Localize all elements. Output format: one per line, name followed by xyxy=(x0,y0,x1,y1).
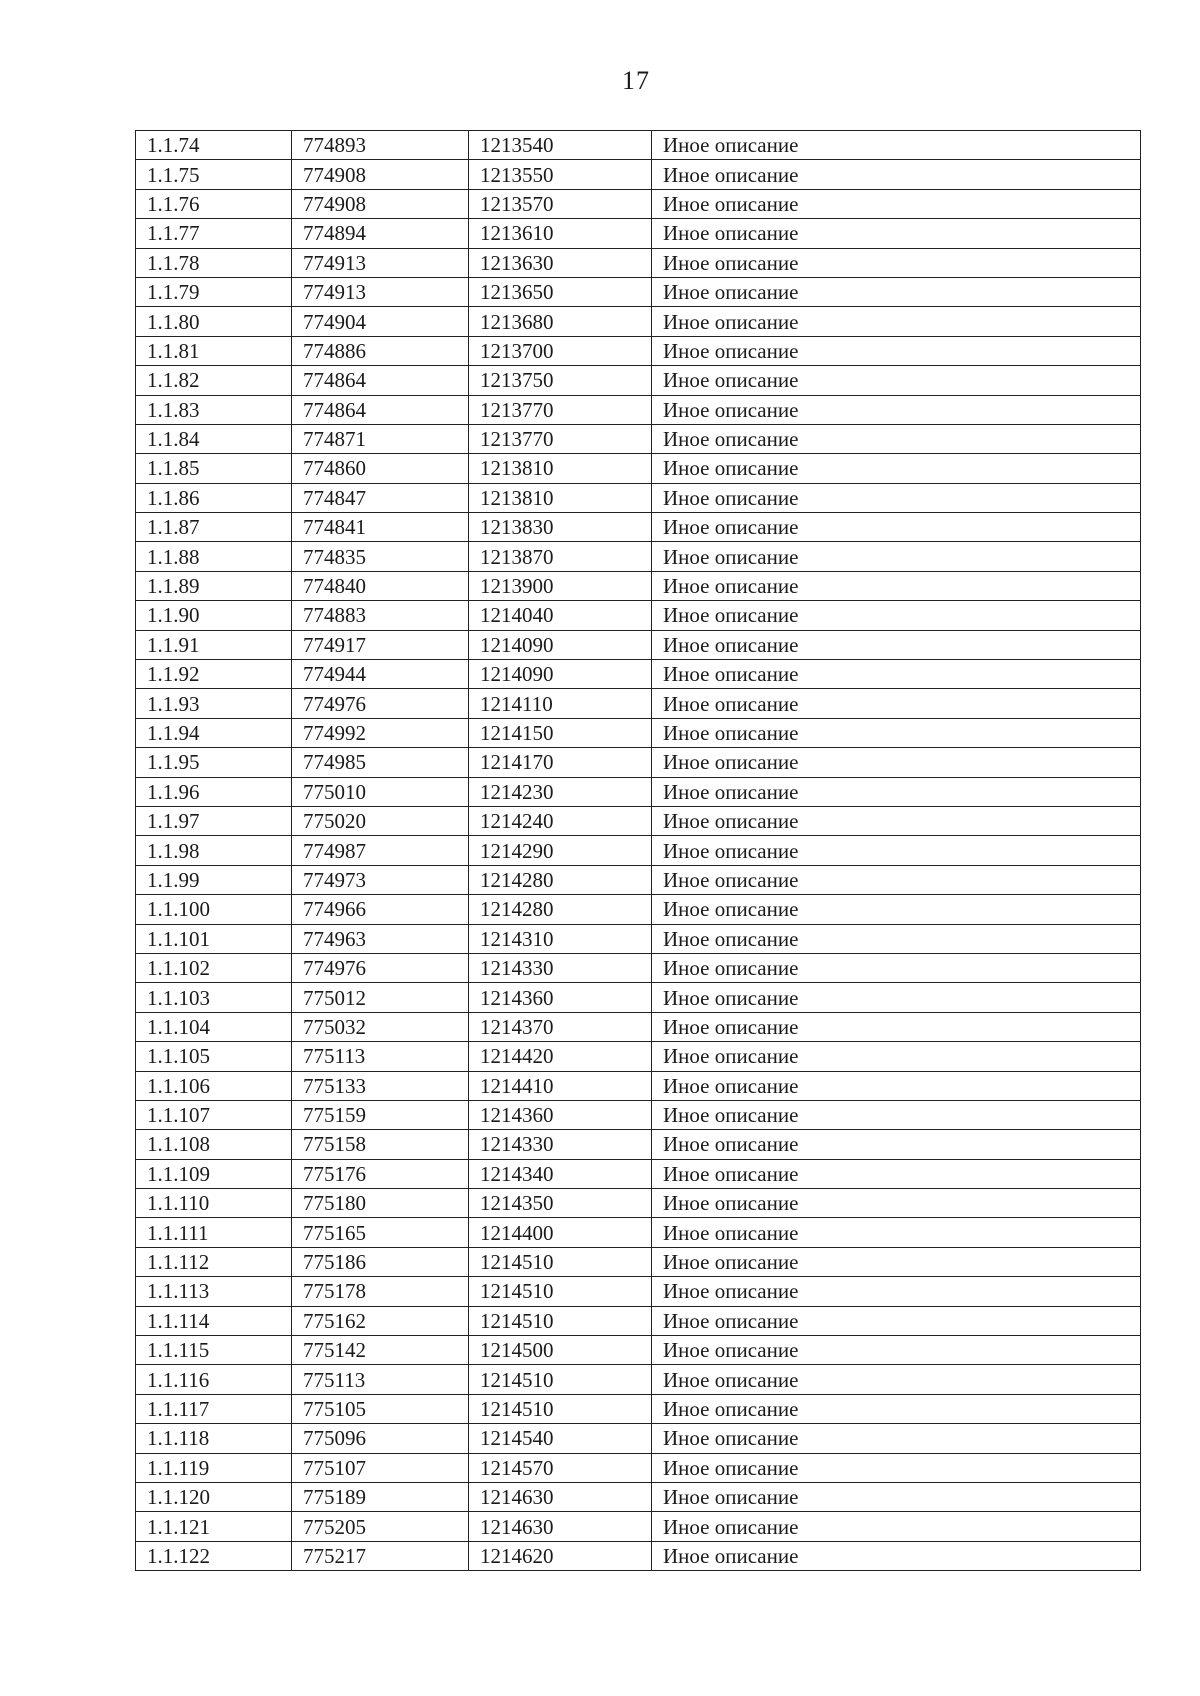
y-coordinate-cell: 1214570 xyxy=(469,1453,652,1482)
point-number-cell: 1.1.96 xyxy=(136,777,292,806)
coordinates-table xyxy=(135,130,1141,1571)
point-number-cell: 1.1.87 xyxy=(136,513,292,542)
description-cell: Иное описание xyxy=(652,307,1141,336)
table-row xyxy=(136,1277,1141,1306)
x-coordinate-cell: 774963 xyxy=(292,924,469,953)
x-coordinate-cell: 774973 xyxy=(292,865,469,894)
table-row xyxy=(136,718,1141,747)
y-coordinate-cell: 1213810 xyxy=(469,454,652,483)
y-coordinate-cell: 1214500 xyxy=(469,1336,652,1365)
description-cell: Иное описание xyxy=(652,748,1141,777)
point-number-cell: 1.1.121 xyxy=(136,1512,292,1541)
description-cell: Иное описание xyxy=(652,983,1141,1012)
x-coordinate-cell: 775189 xyxy=(292,1482,469,1511)
y-coordinate-cell: 1214510 xyxy=(469,1365,652,1394)
description-cell: Иное описание xyxy=(652,1071,1141,1100)
table-row xyxy=(136,189,1141,218)
y-coordinate-cell: 1214510 xyxy=(469,1277,652,1306)
x-coordinate-cell: 774913 xyxy=(292,277,469,306)
point-number-cell: 1.1.102 xyxy=(136,953,292,982)
y-coordinate-cell: 1214510 xyxy=(469,1247,652,1276)
description-cell: Иное описание xyxy=(652,1306,1141,1335)
y-coordinate-cell: 1213700 xyxy=(469,336,652,365)
point-number-cell: 1.1.97 xyxy=(136,806,292,835)
y-coordinate-cell: 1214170 xyxy=(469,748,652,777)
point-number-cell: 1.1.114 xyxy=(136,1306,292,1335)
x-coordinate-cell: 774992 xyxy=(292,718,469,747)
point-number-cell: 1.1.93 xyxy=(136,689,292,718)
point-number-cell: 1.1.111 xyxy=(136,1218,292,1247)
y-coordinate-cell: 1213770 xyxy=(469,424,652,453)
y-coordinate-cell: 1214360 xyxy=(469,983,652,1012)
y-coordinate-cell: 1214110 xyxy=(469,689,652,718)
table-row xyxy=(136,160,1141,189)
y-coordinate-cell: 1214620 xyxy=(469,1541,652,1570)
point-number-cell: 1.1.116 xyxy=(136,1365,292,1394)
table-row xyxy=(136,1042,1141,1071)
description-cell: Иное описание xyxy=(652,1541,1141,1570)
y-coordinate-cell: 1213770 xyxy=(469,395,652,424)
description-cell: Иное описание xyxy=(652,1130,1141,1159)
description-cell: Иное описание xyxy=(652,1042,1141,1071)
table-row xyxy=(136,1365,1141,1394)
table-row xyxy=(136,336,1141,365)
table-row xyxy=(136,836,1141,865)
table-row xyxy=(136,1306,1141,1335)
table-row xyxy=(136,1512,1141,1541)
table-row xyxy=(136,219,1141,248)
description-cell: Иное описание xyxy=(652,1512,1141,1541)
point-number-cell: 1.1.79 xyxy=(136,277,292,306)
table-row xyxy=(136,131,1141,160)
table-row xyxy=(136,395,1141,424)
y-coordinate-cell: 1214330 xyxy=(469,1130,652,1159)
x-coordinate-cell: 775159 xyxy=(292,1100,469,1129)
description-cell: Иное описание xyxy=(652,366,1141,395)
y-coordinate-cell: 1214040 xyxy=(469,601,652,630)
x-coordinate-cell: 775205 xyxy=(292,1512,469,1541)
point-number-cell: 1.1.89 xyxy=(136,571,292,600)
description-cell: Иное описание xyxy=(652,1394,1141,1423)
y-coordinate-cell: 1214540 xyxy=(469,1424,652,1453)
point-number-cell: 1.1.98 xyxy=(136,836,292,865)
table-row xyxy=(136,571,1141,600)
table-row xyxy=(136,1394,1141,1423)
description-cell: Иное описание xyxy=(652,689,1141,718)
description-cell: Иное описание xyxy=(652,1012,1141,1041)
y-coordinate-cell: 1214420 xyxy=(469,1042,652,1071)
point-number-cell: 1.1.80 xyxy=(136,307,292,336)
description-cell: Иное описание xyxy=(652,483,1141,512)
x-coordinate-cell: 774847 xyxy=(292,483,469,512)
description-cell: Иное описание xyxy=(652,601,1141,630)
y-coordinate-cell: 1214150 xyxy=(469,718,652,747)
point-number-cell: 1.1.94 xyxy=(136,718,292,747)
table-row xyxy=(136,865,1141,894)
description-cell: Иное описание xyxy=(652,953,1141,982)
description-cell: Иное описание xyxy=(652,777,1141,806)
x-coordinate-cell: 775162 xyxy=(292,1306,469,1335)
x-coordinate-cell: 775180 xyxy=(292,1189,469,1218)
point-number-cell: 1.1.92 xyxy=(136,660,292,689)
table-row xyxy=(136,366,1141,395)
x-coordinate-cell: 774908 xyxy=(292,160,469,189)
x-coordinate-cell: 775186 xyxy=(292,1247,469,1276)
x-coordinate-cell: 774944 xyxy=(292,660,469,689)
description-cell: Иное описание xyxy=(652,336,1141,365)
table-row xyxy=(136,424,1141,453)
table-row xyxy=(136,1071,1141,1100)
table-row xyxy=(136,513,1141,542)
table-row xyxy=(136,983,1141,1012)
y-coordinate-cell: 1214630 xyxy=(469,1512,652,1541)
table-row xyxy=(136,777,1141,806)
description-cell: Иное описание xyxy=(652,836,1141,865)
point-number-cell: 1.1.104 xyxy=(136,1012,292,1041)
table-row xyxy=(136,895,1141,924)
point-number-cell: 1.1.91 xyxy=(136,630,292,659)
y-coordinate-cell: 1213630 xyxy=(469,248,652,277)
y-coordinate-cell: 1214230 xyxy=(469,777,652,806)
y-coordinate-cell: 1214370 xyxy=(469,1012,652,1041)
y-coordinate-cell: 1213650 xyxy=(469,277,652,306)
point-number-cell: 1.1.106 xyxy=(136,1071,292,1100)
table-row xyxy=(136,1482,1141,1511)
description-cell: Иное описание xyxy=(652,542,1141,571)
table-row xyxy=(136,1189,1141,1218)
point-number-cell: 1.1.100 xyxy=(136,895,292,924)
description-cell: Иное описание xyxy=(652,1482,1141,1511)
y-coordinate-cell: 1214400 xyxy=(469,1218,652,1247)
y-coordinate-cell: 1214090 xyxy=(469,630,652,659)
x-coordinate-cell: 775165 xyxy=(292,1218,469,1247)
x-coordinate-cell: 774864 xyxy=(292,366,469,395)
description-cell: Иное описание xyxy=(652,1365,1141,1394)
x-coordinate-cell: 775096 xyxy=(292,1424,469,1453)
x-coordinate-cell: 774864 xyxy=(292,395,469,424)
description-cell: Иное описание xyxy=(652,395,1141,424)
y-coordinate-cell: 1214090 xyxy=(469,660,652,689)
point-number-cell: 1.1.112 xyxy=(136,1247,292,1276)
description-cell: Иное описание xyxy=(652,660,1141,689)
x-coordinate-cell: 774904 xyxy=(292,307,469,336)
y-coordinate-cell: 1213550 xyxy=(469,160,652,189)
x-coordinate-cell: 775158 xyxy=(292,1130,469,1159)
point-number-cell: 1.1.86 xyxy=(136,483,292,512)
table-row xyxy=(136,248,1141,277)
point-number-cell: 1.1.118 xyxy=(136,1424,292,1453)
x-coordinate-cell: 775012 xyxy=(292,983,469,1012)
table-row xyxy=(136,601,1141,630)
x-coordinate-cell: 775133 xyxy=(292,1071,469,1100)
y-coordinate-cell: 1214510 xyxy=(469,1394,652,1423)
point-number-cell: 1.1.120 xyxy=(136,1482,292,1511)
description-cell: Иное описание xyxy=(652,1159,1141,1188)
description-cell: Иное описание xyxy=(652,806,1141,835)
description-cell: Иное описание xyxy=(652,571,1141,600)
y-coordinate-cell: 1214290 xyxy=(469,836,652,865)
table-row xyxy=(136,1424,1141,1453)
x-coordinate-cell: 775020 xyxy=(292,806,469,835)
table-row xyxy=(136,1012,1141,1041)
description-cell: Иное описание xyxy=(652,160,1141,189)
point-number-cell: 1.1.103 xyxy=(136,983,292,1012)
description-cell: Иное описание xyxy=(652,865,1141,894)
x-coordinate-cell: 775107 xyxy=(292,1453,469,1482)
point-number-cell: 1.1.83 xyxy=(136,395,292,424)
table-row xyxy=(136,1541,1141,1570)
description-cell: Иное описание xyxy=(652,219,1141,248)
x-coordinate-cell: 774966 xyxy=(292,895,469,924)
table-row xyxy=(136,542,1141,571)
point-number-cell: 1.1.122 xyxy=(136,1541,292,1570)
x-coordinate-cell: 774860 xyxy=(292,454,469,483)
x-coordinate-cell: 774917 xyxy=(292,630,469,659)
point-number-cell: 1.1.88 xyxy=(136,542,292,571)
y-coordinate-cell: 1214350 xyxy=(469,1189,652,1218)
x-coordinate-cell: 774840 xyxy=(292,571,469,600)
description-cell: Иное описание xyxy=(652,277,1141,306)
point-number-cell: 1.1.117 xyxy=(136,1394,292,1423)
y-coordinate-cell: 1214340 xyxy=(469,1159,652,1188)
table-row xyxy=(136,1159,1141,1188)
page-number: 17 xyxy=(622,66,650,95)
point-number-cell: 1.1.95 xyxy=(136,748,292,777)
y-coordinate-cell: 1214360 xyxy=(469,1100,652,1129)
y-coordinate-cell: 1214240 xyxy=(469,806,652,835)
point-number-cell: 1.1.76 xyxy=(136,189,292,218)
table-row xyxy=(136,1336,1141,1365)
point-number-cell: 1.1.107 xyxy=(136,1100,292,1129)
x-coordinate-cell: 775010 xyxy=(292,777,469,806)
table-row xyxy=(136,1218,1141,1247)
x-coordinate-cell: 774841 xyxy=(292,513,469,542)
point-number-cell: 1.1.81 xyxy=(136,336,292,365)
point-number-cell: 1.1.110 xyxy=(136,1189,292,1218)
table-row xyxy=(136,454,1141,483)
description-cell: Иное описание xyxy=(652,131,1141,160)
y-coordinate-cell: 1213750 xyxy=(469,366,652,395)
point-number-cell: 1.1.119 xyxy=(136,1453,292,1482)
table-row xyxy=(136,1453,1141,1482)
table-row xyxy=(136,483,1141,512)
y-coordinate-cell: 1213570 xyxy=(469,189,652,218)
table-row xyxy=(136,689,1141,718)
y-coordinate-cell: 1214280 xyxy=(469,895,652,924)
description-cell: Иное описание xyxy=(652,454,1141,483)
table-row xyxy=(136,277,1141,306)
y-coordinate-cell: 1213540 xyxy=(469,131,652,160)
description-cell: Иное описание xyxy=(652,189,1141,218)
y-coordinate-cell: 1214280 xyxy=(469,865,652,894)
table-row xyxy=(136,660,1141,689)
x-coordinate-cell: 774883 xyxy=(292,601,469,630)
x-coordinate-cell: 775032 xyxy=(292,1012,469,1041)
point-number-cell: 1.1.109 xyxy=(136,1159,292,1188)
description-cell: Иное описание xyxy=(652,1453,1141,1482)
y-coordinate-cell: 1214510 xyxy=(469,1306,652,1335)
point-number-cell: 1.1.113 xyxy=(136,1277,292,1306)
table-row xyxy=(136,307,1141,336)
table-row xyxy=(136,1130,1141,1159)
table-row xyxy=(136,630,1141,659)
description-cell: Иное описание xyxy=(652,1218,1141,1247)
description-cell: Иное описание xyxy=(652,1100,1141,1129)
x-coordinate-cell: 774893 xyxy=(292,131,469,160)
description-cell: Иное описание xyxy=(652,718,1141,747)
description-cell: Иное описание xyxy=(652,1424,1141,1453)
x-coordinate-cell: 774886 xyxy=(292,336,469,365)
x-coordinate-cell: 774871 xyxy=(292,424,469,453)
x-coordinate-cell: 774987 xyxy=(292,836,469,865)
x-coordinate-cell: 775217 xyxy=(292,1541,469,1570)
table-row xyxy=(136,924,1141,953)
table-row xyxy=(136,1100,1141,1129)
point-number-cell: 1.1.105 xyxy=(136,1042,292,1071)
x-coordinate-cell: 775176 xyxy=(292,1159,469,1188)
point-number-cell: 1.1.115 xyxy=(136,1336,292,1365)
table-row xyxy=(136,748,1141,777)
description-cell: Иное описание xyxy=(652,1277,1141,1306)
x-coordinate-cell: 775142 xyxy=(292,1336,469,1365)
y-coordinate-cell: 1213870 xyxy=(469,542,652,571)
point-number-cell: 1.1.99 xyxy=(136,865,292,894)
y-coordinate-cell: 1213810 xyxy=(469,483,652,512)
x-coordinate-cell: 775113 xyxy=(292,1365,469,1394)
x-coordinate-cell: 775113 xyxy=(292,1042,469,1071)
y-coordinate-cell: 1214330 xyxy=(469,953,652,982)
point-number-cell: 1.1.78 xyxy=(136,248,292,277)
point-number-cell: 1.1.84 xyxy=(136,424,292,453)
point-number-cell: 1.1.101 xyxy=(136,924,292,953)
y-coordinate-cell: 1214410 xyxy=(469,1071,652,1100)
description-cell: Иное описание xyxy=(652,1336,1141,1365)
y-coordinate-cell: 1214630 xyxy=(469,1482,652,1511)
x-coordinate-cell: 775105 xyxy=(292,1394,469,1423)
description-cell: Иное описание xyxy=(652,1247,1141,1276)
point-number-cell: 1.1.90 xyxy=(136,601,292,630)
x-coordinate-cell: 774894 xyxy=(292,219,469,248)
table-row xyxy=(136,953,1141,982)
y-coordinate-cell: 1214310 xyxy=(469,924,652,953)
point-number-cell: 1.1.74 xyxy=(136,131,292,160)
x-coordinate-cell: 774976 xyxy=(292,953,469,982)
y-coordinate-cell: 1213900 xyxy=(469,571,652,600)
point-number-cell: 1.1.77 xyxy=(136,219,292,248)
description-cell: Иное описание xyxy=(652,513,1141,542)
y-coordinate-cell: 1213680 xyxy=(469,307,652,336)
x-coordinate-cell: 775178 xyxy=(292,1277,469,1306)
table-row xyxy=(136,806,1141,835)
table-body xyxy=(136,131,1141,1571)
x-coordinate-cell: 774913 xyxy=(292,248,469,277)
x-coordinate-cell: 774985 xyxy=(292,748,469,777)
x-coordinate-cell: 774976 xyxy=(292,689,469,718)
description-cell: Иное описание xyxy=(652,424,1141,453)
x-coordinate-cell: 774908 xyxy=(292,189,469,218)
description-cell: Иное описание xyxy=(652,895,1141,924)
table-row xyxy=(136,1247,1141,1276)
point-number-cell: 1.1.82 xyxy=(136,366,292,395)
description-cell: Иное описание xyxy=(652,630,1141,659)
description-cell: Иное описание xyxy=(652,1189,1141,1218)
point-number-cell: 1.1.85 xyxy=(136,454,292,483)
y-coordinate-cell: 1213610 xyxy=(469,219,652,248)
description-cell: Иное описание xyxy=(652,248,1141,277)
y-coordinate-cell: 1213830 xyxy=(469,513,652,542)
point-number-cell: 1.1.108 xyxy=(136,1130,292,1159)
x-coordinate-cell: 774835 xyxy=(292,542,469,571)
description-cell: Иное описание xyxy=(652,924,1141,953)
point-number-cell: 1.1.75 xyxy=(136,160,292,189)
